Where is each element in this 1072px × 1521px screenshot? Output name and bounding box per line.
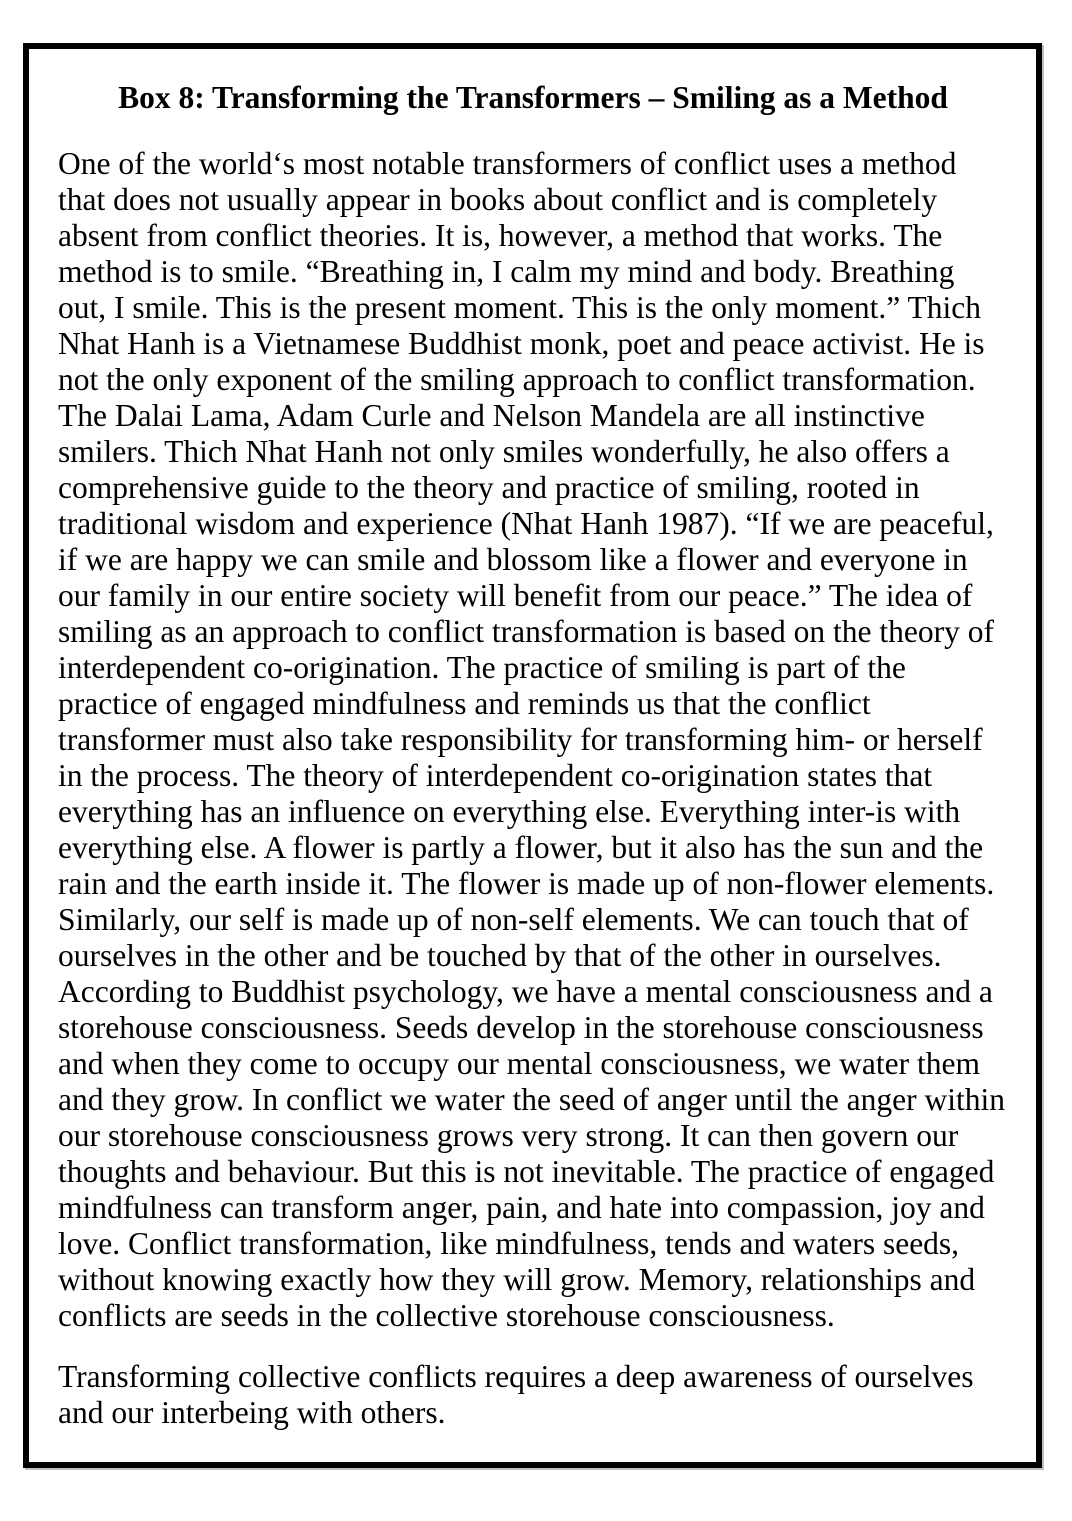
body-paragraph-1: One of the world‘s most notable transformers of conflict uses a method that does not usually appear in books about conflict and is completely absent from conflict theories. It is, however, a method that works. The method is to smile. “Breathing in, I calm my mind and body. Breathing out, I smile. This is the present moment. This is the only moment.” Thich Nhat Hanh is a Vietnamese Buddhist monk, poet and peace activist. He is not the only exponent of the smiling approach to conflict transformation. The Dalai Lama, Adam Curle and Nelson Mandela are all instinctive smilers. Thich Nhat Hanh not only smiles wonderfully, he also offers a comprehensive guide to the theory and practice of smiling, rooted in traditional wisdom and experience (Nhat Hanh 1987). “If we are peaceful, if we are happy we can smile and blossom like a flower and everyone in our family in our entire society will benefit from our peace.” The idea of smiling as an approach to conflict transformation is based on the theory of interdependent co-origination. The practice of smiling is part of the practice of engaged mindfulness and reminds us that the conflict transformer must also take responsibility for transforming him- or herself in the process. The theory of interdependent co-origination states that everything has an influence on everything else. Everything inter-is with everything else. A flower is partly a flower, but it also has the sun and the rain and the earth inside it. The flower is made up of non-flower elements. Similarly, our self is made up of non-self elements. We can touch that of ourselves in the other and be touched by that of the other in ourselves. According to Buddhist psychology, we have a mental consciousness and a storehouse consciousness. Seeds develop in the storehouse consciousness and when they come to occupy our mental consciousness, we water them and they grow. In conflict we water the seed of anger until the anger within our storehouse consciousness grows very strong. It can then govern our thoughts and behaviour. But this is not inevitable. The practice of engaged mindfulness can transform anger, pain, and hate into compassion, joy and love. Conflict transformation, like mindfulness, tends and waters seeds, without knowing exactly how they will grow. Memory, relationships and conflicts are seeds in the collective storehouse consciousness. <box>58 146 1005 1333</box>
body-paragraph-2: Transforming collective conflicts requires a deep awareness of ourselves and our interbeing with others. <box>58 1359 974 1430</box>
text-box <box>23 43 1042 1468</box>
box-title: Box 8: Transforming the Transformers – Smiling as a Method <box>118 80 948 115</box>
